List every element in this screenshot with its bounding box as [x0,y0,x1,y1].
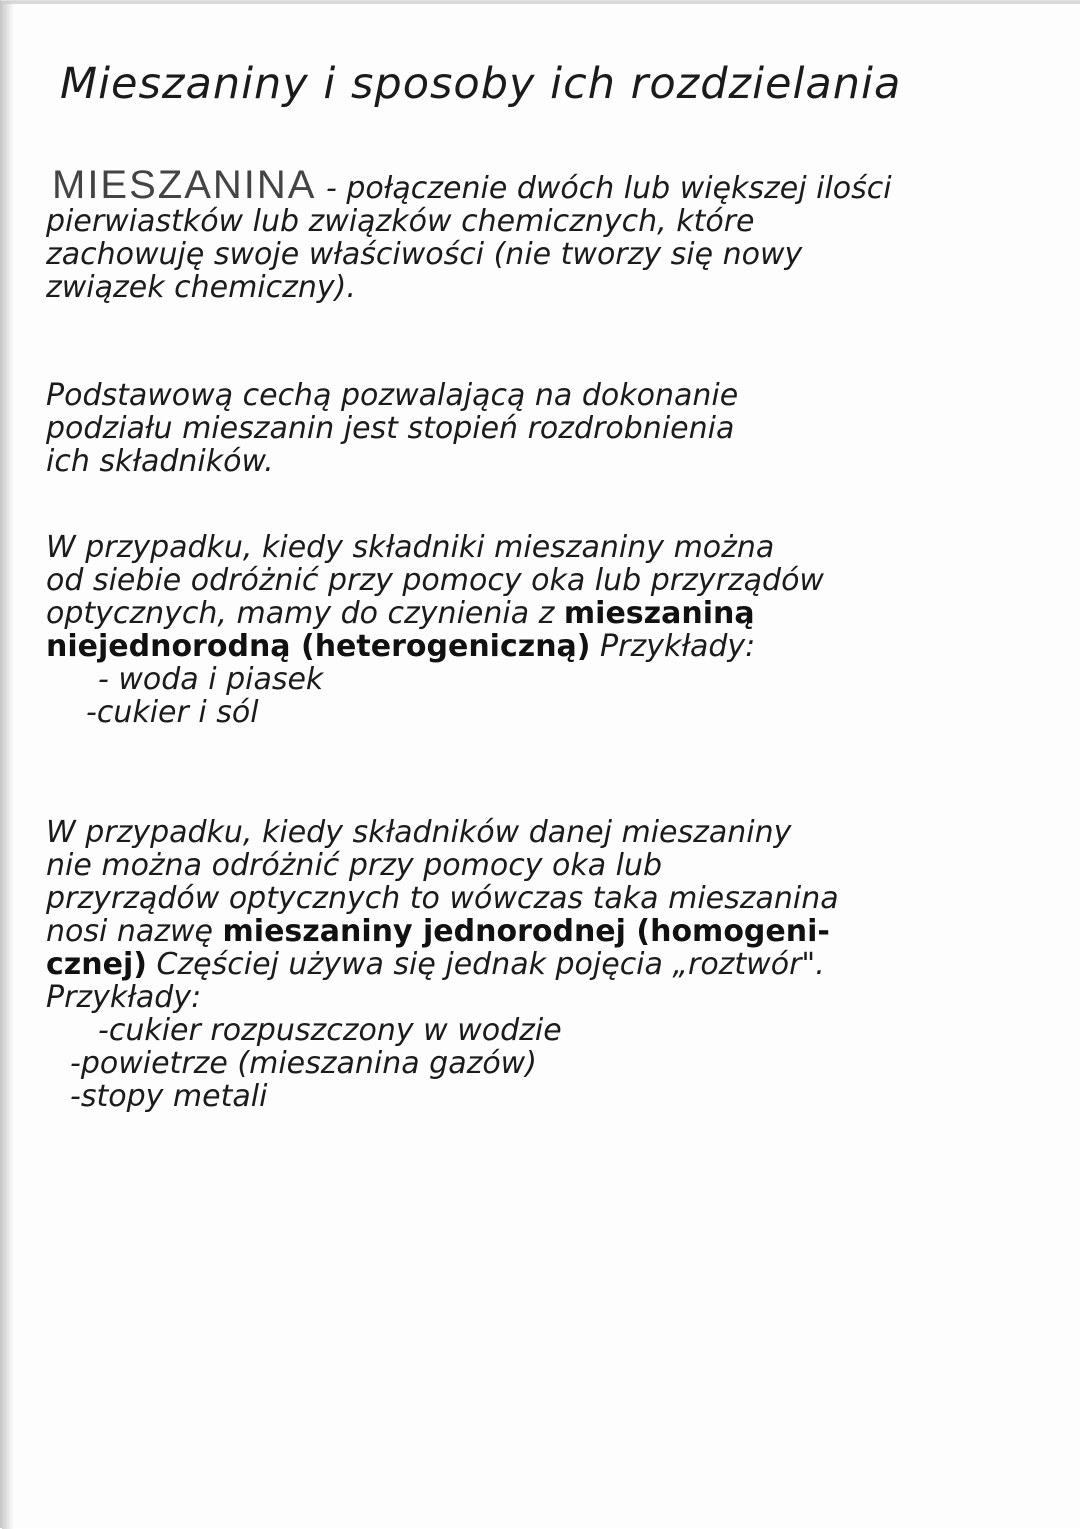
basis-paragraph [46,379,1046,478]
homo-line-6: Przykłady: [46,980,202,1015]
homo-example-2: -powietrze (mieszanina gazów) [70,1046,537,1081]
definition-line-2: pierwiastków lub związków chemicznych, które [46,204,755,239]
homo-example-3: -stopy metali [70,1079,268,1114]
hetero-example-1: - woda i piasek [98,662,324,697]
homo-example-1: -cukier rozpuszczony w wodzie [98,1013,562,1048]
page-top-edge [2,1,1080,4]
homo-line-3: przyrządów optycznych to wówczas taka mieszanina [46,881,839,916]
definition-line-1 [46,163,1046,207]
definition-line-3: zachowuję swoje właściwości (nie tworzy się nowy [46,237,803,272]
homogeneous-paragraph [46,816,1046,1113]
term-mieszanina-hetero: mieszaniną [563,596,755,631]
hetero-text-3a: optycznych, mamy do czynienia z [46,596,564,631]
hetero-text-4b: Przykłady: [590,629,756,664]
hetero-line-2: od siebie odróżnić przy pomocy oka lub przyrządów [46,563,824,598]
homo-line-1: W przypadku, kiedy składników danej mieszaniny [46,815,792,850]
hetero-example-2: -cukier i sól [86,695,259,730]
homo-line-4 [46,915,1046,948]
definition-paragraph [46,163,1046,305]
page-title: Mieszaniny i sposoby ich rozdzielania [60,59,902,109]
homo-line-2: nie można odróżnić przy pomocy oka lub [46,848,663,883]
basis-line-1: Podstawową cechą pozwalającą na dokonanie [46,378,739,413]
basis-line-2: podziału mieszanin jest stopień rozdrobnienia [46,411,735,446]
hetero-line-3 [46,597,1046,630]
basis-line-3: ich składników. [46,444,274,479]
definition-text-1: - połączenie dwóch lub większej ilości [316,171,892,206]
hetero-line-1: W przypadku, kiedy składniki mieszaniny można [46,530,775,565]
definition-line-4: związek chemiczny). [46,270,356,305]
page-left-edge-shadow [2,1,14,1529]
term-jednorodna: mieszaniny jednorodnej (homogeni- [222,914,830,949]
term-niejednorodna: niejednorodną (heterogeniczną) [46,629,591,664]
term-homogeniczna-end: cznej) [46,947,147,982]
hetero-line-4 [46,630,1046,663]
heterogeneous-paragraph [46,531,1046,729]
homo-text-4a: nosi nazwę [46,914,223,949]
term-mieszanina: MIESZANINA [52,163,317,207]
homo-text-5b: Częściej używa się jednak pojęcia „roztwór". [146,947,825,982]
homo-line-5 [46,948,1046,981]
